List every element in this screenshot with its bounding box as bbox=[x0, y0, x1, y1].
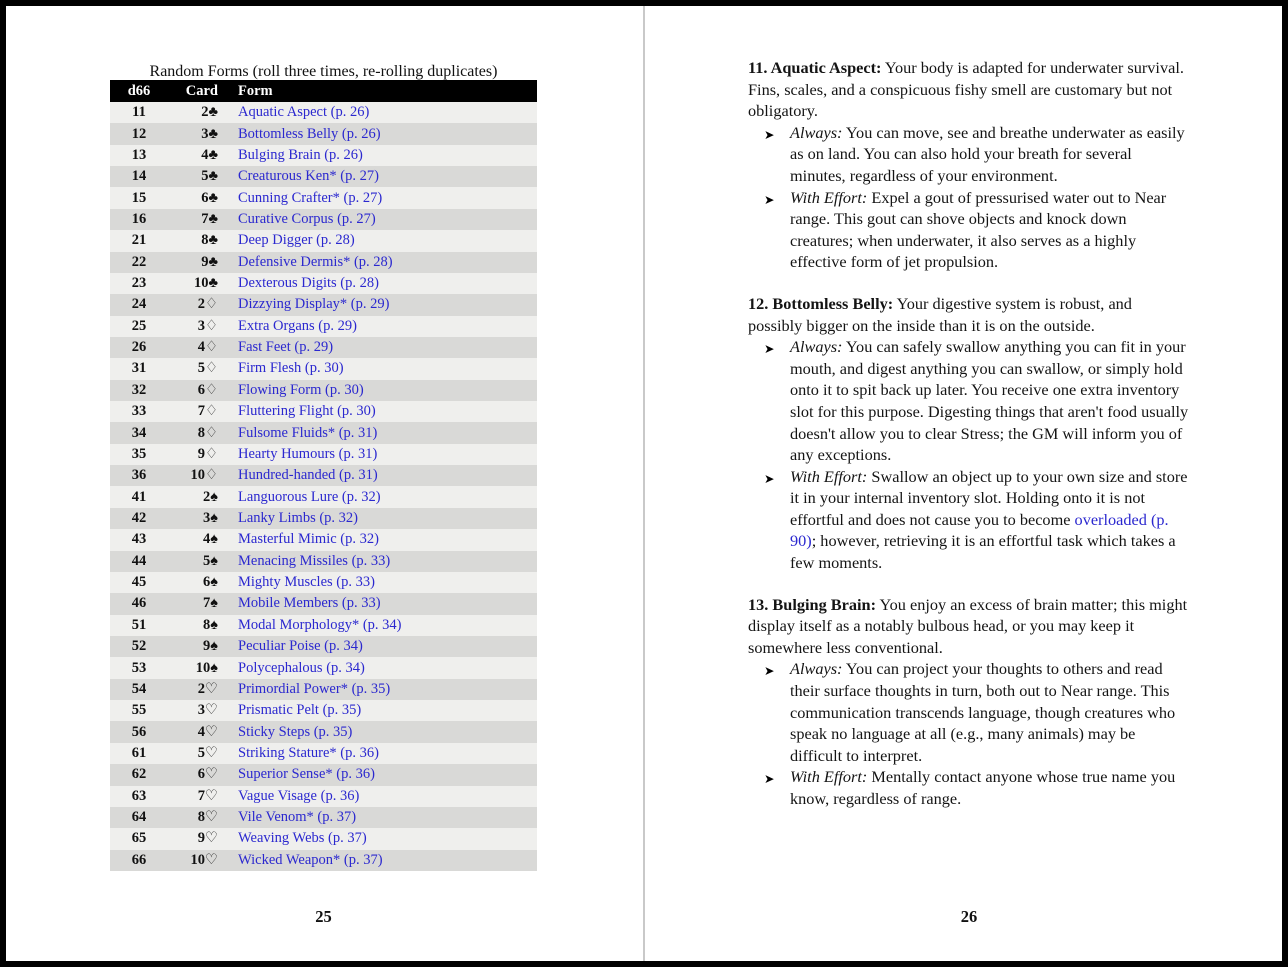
bullet-item: ➤ With Effort: Mentally contact anyone whose true name you know, regardless of range. bbox=[764, 767, 1176, 808]
table-row bbox=[110, 700, 537, 721]
form-link[interactable]: Dizzying Display* (p. 29) bbox=[238, 296, 390, 313]
bullet-arrow-icon: ➤ bbox=[764, 663, 775, 679]
form-link[interactable]: Defensive Dermis* (p. 28) bbox=[238, 253, 393, 270]
card-cell: 6♢ bbox=[197, 381, 218, 398]
column-header-form: Form bbox=[238, 82, 273, 99]
table-row bbox=[110, 486, 537, 507]
form-cell bbox=[218, 553, 537, 570]
table-row bbox=[110, 636, 537, 657]
card-cell: 5♠ bbox=[203, 552, 218, 569]
d66-cell: 52 bbox=[131, 638, 147, 655]
column-header-card: Card bbox=[185, 82, 218, 99]
form-link[interactable]: Superior Sense* (p. 36) bbox=[238, 766, 375, 783]
table-row bbox=[110, 764, 537, 785]
section-heading: 11. Aquatic Aspect: bbox=[748, 58, 882, 77]
card-cell: 6♠ bbox=[203, 574, 218, 591]
form-cell bbox=[218, 745, 537, 762]
form-link[interactable]: Creaturous Ken* (p. 27) bbox=[238, 168, 379, 185]
card-cell: 5♡ bbox=[197, 744, 218, 761]
d66-cell: 55 bbox=[131, 702, 147, 719]
d66-cell: 35 bbox=[131, 445, 147, 462]
random-forms-table bbox=[110, 80, 537, 871]
form-cell bbox=[218, 360, 537, 377]
bullet-label: With Effort: bbox=[790, 187, 868, 207]
bullet-item: ➤ Always: You can project your thoughts to others and read their surface thoughts in turn, both out to Near range. This communication transcends language, though creatures who speak no language at all (e.g., many animals) may be difficult to interpret. bbox=[764, 659, 1176, 765]
form-cell bbox=[218, 254, 537, 271]
table-row bbox=[110, 508, 537, 529]
card-cell: 8♠ bbox=[203, 616, 218, 633]
table-row bbox=[110, 572, 537, 593]
form-link[interactable]: Fluttering Flight (p. 30) bbox=[238, 403, 376, 420]
form-cell bbox=[218, 403, 537, 420]
bullet-label: With Effort: bbox=[790, 767, 868, 787]
section-intro: 13. Bulging Brain: You enjoy an excess of brain matter; this might display itself as a notably bulbous head, or you may keep it somewhere less conventional. bbox=[748, 594, 1188, 657]
card-cell: 4♣ bbox=[201, 146, 218, 163]
form-cell bbox=[218, 318, 537, 335]
form-cell bbox=[218, 168, 537, 185]
table-row bbox=[110, 273, 537, 294]
page-number-left: 25 bbox=[315, 907, 332, 926]
form-cell bbox=[218, 724, 537, 741]
card-cell: 3♡ bbox=[197, 702, 218, 719]
form-link[interactable]: Fulsome Fluids* (p. 31) bbox=[238, 424, 378, 441]
d66-cell: 33 bbox=[131, 403, 147, 420]
form-cell bbox=[218, 702, 537, 719]
card-cell: 9♡ bbox=[197, 830, 218, 847]
table-row bbox=[110, 316, 537, 337]
table-row bbox=[110, 337, 537, 358]
bullet-arrow-icon: ➤ bbox=[764, 191, 775, 207]
card-cell: 4♢ bbox=[197, 339, 218, 356]
form-cell bbox=[218, 852, 537, 869]
card-cell: 4♡ bbox=[197, 723, 218, 740]
d66-cell: 16 bbox=[131, 210, 147, 227]
table-row bbox=[110, 786, 537, 807]
form-cell bbox=[218, 104, 537, 121]
form-cell bbox=[218, 296, 537, 313]
form-cell bbox=[218, 660, 537, 677]
d66-cell: 53 bbox=[131, 659, 147, 676]
page-link[interactable]: overloaded (p. 90) bbox=[790, 509, 1169, 551]
d66-cell: 22 bbox=[131, 253, 147, 270]
form-link[interactable]: Mobile Members (p. 33) bbox=[238, 595, 381, 612]
bullet-label: Always: bbox=[790, 122, 843, 142]
card-cell: 9♢ bbox=[197, 445, 218, 462]
form-cell bbox=[218, 446, 537, 463]
bullet-item: ➤ Always: You can safely swallow anything you can fit in your mouth, and digest anything you can swallow, or simply hold onto it to spit back up later. You receive one extra inventory slot for this purpose. Digesting things that aren't food usually doesn't allow you to clear Stress; the GM will inform you of any exceptions. bbox=[764, 337, 1189, 465]
table-row bbox=[110, 615, 537, 636]
form-link[interactable]: Peculiar Poise (p. 34) bbox=[238, 638, 363, 655]
form-section bbox=[748, 293, 1190, 574]
sections-body bbox=[748, 57, 1190, 830]
form-section bbox=[748, 57, 1190, 273]
page-number-right: 26 bbox=[960, 907, 978, 926]
form-cell bbox=[218, 809, 537, 826]
table-row bbox=[110, 465, 537, 486]
table-row bbox=[110, 209, 537, 230]
card-cell: 9♠ bbox=[203, 638, 218, 655]
d66-cell: 11 bbox=[132, 104, 146, 121]
table-row bbox=[110, 828, 537, 849]
form-cell bbox=[218, 467, 537, 484]
form-link[interactable]: Flowing Form (p. 30) bbox=[238, 381, 364, 398]
d66-cell: 15 bbox=[131, 189, 147, 206]
form-cell bbox=[218, 595, 537, 612]
card-cell: 8♢ bbox=[197, 424, 218, 441]
table-header-row bbox=[110, 80, 537, 102]
card-cell: 10♣ bbox=[193, 275, 218, 292]
form-cell bbox=[218, 617, 537, 634]
form-cell bbox=[218, 638, 537, 655]
table-row bbox=[110, 187, 537, 208]
d66-cell: 63 bbox=[131, 787, 147, 804]
table-row bbox=[110, 102, 537, 123]
form-cell bbox=[218, 126, 537, 143]
form-link[interactable]: Hearty Humours (p. 31) bbox=[238, 445, 378, 462]
form-cell bbox=[218, 190, 537, 207]
form-link[interactable]: Curative Corpus (p. 27) bbox=[238, 210, 376, 227]
card-cell: 8♣ bbox=[201, 232, 218, 249]
table-row bbox=[110, 422, 537, 443]
form-link[interactable]: Vague Visage (p. 36) bbox=[238, 787, 360, 804]
d66-cell: 32 bbox=[131, 381, 147, 398]
form-link[interactable]: Striking Stature* (p. 36) bbox=[238, 744, 379, 761]
d66-cell: 44 bbox=[131, 552, 147, 569]
bullet-label: With Effort: bbox=[790, 466, 868, 486]
card-cell: 2♣ bbox=[201, 104, 218, 121]
table-row bbox=[110, 123, 537, 144]
form-cell bbox=[218, 339, 537, 356]
table-row bbox=[110, 294, 537, 315]
form-cell bbox=[218, 232, 537, 249]
form-link[interactable]: Hundred-handed (p. 31) bbox=[238, 467, 378, 484]
form-cell bbox=[218, 830, 537, 847]
card-cell: 9♣ bbox=[201, 253, 218, 270]
card-cell: 7♠ bbox=[203, 595, 218, 612]
form-link[interactable]: Extra Organs (p. 29) bbox=[238, 317, 357, 334]
table-row bbox=[110, 444, 537, 465]
card-cell: 7♡ bbox=[197, 787, 218, 804]
card-cell: 3♠ bbox=[203, 510, 218, 526]
form-link[interactable]: Firm Flesh (p. 30) bbox=[238, 360, 344, 377]
d66-cell: 31 bbox=[131, 360, 147, 377]
table-row bbox=[110, 743, 537, 764]
form-link[interactable]: Sticky Steps (p. 35) bbox=[238, 723, 353, 740]
card-cell: 6♣ bbox=[201, 189, 218, 206]
form-link[interactable]: Languorous Lure (p. 32) bbox=[238, 488, 381, 505]
table-row bbox=[110, 679, 537, 700]
form-link[interactable]: Weaving Webs (p. 37) bbox=[238, 830, 367, 847]
section-heading: 12. Bottomless Belly: bbox=[748, 293, 894, 313]
table-row bbox=[110, 401, 537, 422]
table-body bbox=[110, 102, 537, 871]
d66-cell: 42 bbox=[131, 510, 147, 526]
card-cell: 5♢ bbox=[197, 360, 218, 377]
form-cell bbox=[218, 211, 537, 228]
form-link[interactable]: Aquatic Aspect (p. 26) bbox=[238, 104, 370, 121]
form-link[interactable]: Deep Digger (p. 28) bbox=[238, 232, 355, 249]
table-title: Random Forms (roll three times, re-rolling duplicates) bbox=[149, 63, 498, 80]
bullet-label: Always: bbox=[790, 337, 843, 357]
form-cell bbox=[218, 531, 537, 548]
d66-cell: 66 bbox=[131, 851, 147, 868]
table-row bbox=[110, 721, 537, 742]
form-link[interactable]: Menacing Missiles (p. 33) bbox=[238, 552, 391, 569]
card-cell: 2♢ bbox=[197, 296, 218, 313]
form-link[interactable]: Fast Feet (p. 29) bbox=[238, 339, 334, 356]
form-link[interactable]: Prismatic Pelt (p. 35) bbox=[238, 702, 362, 719]
section-heading: 13. Bulging Brain: bbox=[748, 594, 877, 614]
d66-cell: 14 bbox=[131, 168, 147, 185]
form-link[interactable]: Bulging Brain (p. 26) bbox=[238, 146, 363, 163]
d66-cell: 25 bbox=[131, 317, 147, 334]
card-cell: 6♡ bbox=[197, 766, 218, 783]
form-link[interactable]: Lanky Limbs (p. 32) bbox=[238, 510, 359, 526]
section-intro: 11. Aquatic Aspect: Your body is adapted for underwater survival. Fins, scales, and a conspicuous fishy smell are customary but not obligatory. bbox=[748, 58, 1184, 121]
form-cell bbox=[218, 382, 537, 399]
table-row bbox=[110, 807, 537, 828]
form-cell bbox=[218, 489, 537, 506]
table-row bbox=[110, 850, 537, 871]
form-link[interactable]: Dexterous Digits (p. 28) bbox=[238, 275, 379, 292]
card-cell: 7♣ bbox=[201, 210, 218, 227]
bullet-arrow-icon: ➤ bbox=[764, 771, 775, 787]
table-row bbox=[110, 657, 537, 678]
d66-cell: 26 bbox=[131, 339, 147, 356]
form-link[interactable]: Wicked Weapon* (p. 37) bbox=[238, 851, 383, 868]
d66-cell: 12 bbox=[131, 125, 147, 142]
bullet-label: Always: bbox=[790, 659, 843, 679]
card-cell: 3♢ bbox=[197, 317, 218, 334]
d66-cell: 61 bbox=[131, 744, 147, 761]
bullet-item: ➤ Always: You can move, see and breathe underwater as easily as on land. You can also hold your breath for several minutes, regardless of your environment. bbox=[764, 122, 1185, 185]
table-row bbox=[110, 166, 537, 187]
d66-cell: 36 bbox=[131, 467, 147, 484]
card-cell: 10♠ bbox=[195, 659, 218, 676]
bullet-item: ➤ With Effort: Swallow an object up to your own size and store it in your internal inventory slot. Holding onto it is not effortful and does not cause you to become overloaded (p. 90); however, retrieving it is an effortful task which takes a few moments. bbox=[764, 466, 1188, 573]
d66-cell: 46 bbox=[131, 595, 147, 612]
column-header-d66: d66 bbox=[127, 82, 151, 99]
card-cell: 10♡ bbox=[190, 851, 218, 868]
d66-cell: 64 bbox=[131, 809, 147, 826]
form-cell bbox=[218, 275, 537, 292]
bullet-arrow-icon: ➤ bbox=[764, 126, 775, 142]
d66-cell: 45 bbox=[131, 574, 147, 591]
table-row bbox=[110, 529, 537, 550]
table-row bbox=[110, 358, 537, 379]
section-intro: 12. Bottomless Belly: Your digestive system is robust, and possibly bigger on the inside than it is on the outside. bbox=[748, 293, 1132, 335]
table-row bbox=[110, 380, 537, 401]
d66-cell: 24 bbox=[131, 296, 147, 313]
table-row bbox=[110, 230, 537, 251]
form-section bbox=[748, 594, 1190, 810]
d66-cell: 34 bbox=[131, 424, 147, 441]
table-row bbox=[110, 145, 537, 166]
card-cell: 8♡ bbox=[197, 809, 218, 826]
form-cell bbox=[218, 147, 537, 164]
d66-cell: 43 bbox=[131, 531, 147, 548]
form-link[interactable]: Modal Morphology* (p. 34) bbox=[238, 616, 402, 633]
form-link[interactable]: Vile Venom* (p. 37) bbox=[238, 809, 357, 826]
d66-cell: 56 bbox=[131, 723, 147, 740]
card-cell: 3♣ bbox=[201, 125, 218, 142]
form-link[interactable]: Cunning Crafter* (p. 27) bbox=[238, 189, 383, 206]
bullet-arrow-icon: ➤ bbox=[764, 470, 775, 486]
form-link[interactable]: Polycephalous (p. 34) bbox=[238, 659, 365, 676]
d66-cell: 65 bbox=[131, 830, 147, 847]
card-cell: 7♢ bbox=[197, 403, 218, 420]
d66-cell: 51 bbox=[131, 616, 147, 633]
card-cell: 5♣ bbox=[201, 168, 218, 185]
form-cell bbox=[218, 681, 537, 698]
table-row bbox=[110, 593, 537, 614]
d66-cell: 41 bbox=[131, 488, 147, 505]
card-cell: 10♢ bbox=[190, 467, 218, 484]
d66-cell: 21 bbox=[131, 232, 147, 249]
form-cell bbox=[218, 766, 537, 783]
form-cell bbox=[218, 574, 537, 591]
table-row bbox=[110, 551, 537, 572]
page-divider bbox=[643, 6, 645, 961]
table-row bbox=[110, 252, 537, 273]
form-link[interactable]: Primordial Power* (p. 35) bbox=[238, 680, 391, 697]
d66-cell: 62 bbox=[131, 766, 147, 783]
d66-cell: 13 bbox=[131, 146, 147, 163]
form-cell bbox=[218, 788, 537, 805]
d66-cell: 54 bbox=[131, 680, 147, 697]
form-cell bbox=[218, 510, 537, 527]
card-cell: 2♠ bbox=[203, 488, 218, 505]
form-cell bbox=[218, 425, 537, 442]
card-cell: 4♠ bbox=[203, 531, 218, 548]
d66-cell: 23 bbox=[131, 275, 147, 292]
form-link[interactable]: Masterful Mimic (p. 32) bbox=[238, 531, 379, 548]
bullet-arrow-icon: ➤ bbox=[764, 341, 775, 357]
form-link[interactable]: Bottomless Belly (p. 26) bbox=[238, 125, 381, 142]
form-link[interactable]: Mighty Muscles (p. 33) bbox=[238, 574, 375, 591]
bullet-item: ➤ With Effort: Expel a gout of pressurised water out to Near range. This gout can shove objects and knock down creatures; when underwater, it also serves as a highly effective form of jet propulsion. bbox=[764, 187, 1167, 272]
card-cell: 2♡ bbox=[197, 680, 218, 697]
